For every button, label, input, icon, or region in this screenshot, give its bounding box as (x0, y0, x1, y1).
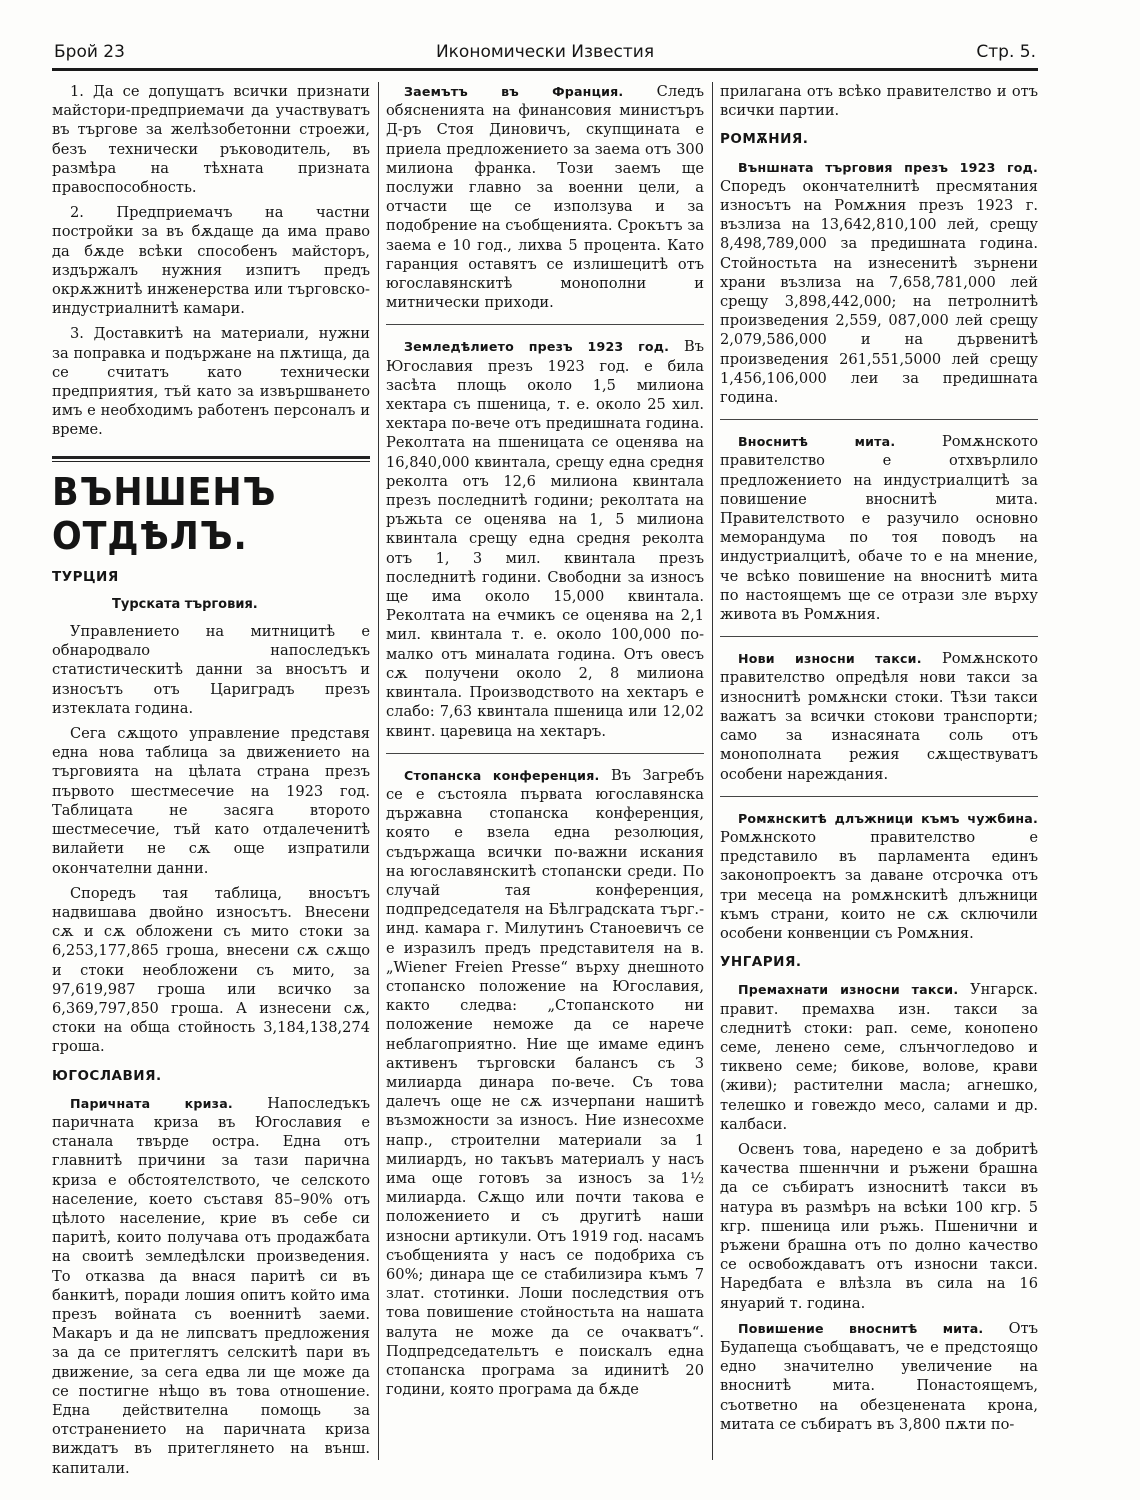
article-paragraph (720, 649, 1038, 783)
article-lead: Стопанска конференция. (404, 767, 600, 783)
country-heading-hungary: УНГАРИЯ. (720, 954, 802, 971)
article-lead: Нови износни такси. (738, 651, 922, 667)
newspaper-page (52, 40, 1039, 1477)
issue-number: Брой 23 (54, 42, 125, 62)
article-lead: Земледѣлието презъ 1923 год. (404, 339, 670, 355)
article-divider (720, 796, 1038, 797)
article-paragraph (720, 432, 1038, 624)
article-text: Ромѫнското правителство е отхвърлило предложението на индустриалцитѣ за повишение вноснитѣ мита. Правителството е разучило основно меморандума по тоя поводъ на индустриалцитѣ, обаче то е на мнение, че всѣко повишение на вноснитѣ мита по настоящемъ ще се отрази зле върху живота въ Ромѫния. (720, 433, 1038, 624)
article-lead: Заемътъ въ Франция. (404, 84, 624, 99)
column-divider (712, 82, 713, 1460)
article-subhead: Турската търговия. (112, 596, 258, 612)
article-divider (386, 324, 704, 325)
article-lead: Външната търговия презъ 1923 год. (738, 159, 1038, 175)
section-title: ВЪНШЕНЪ ОТДѢЛЪ. (52, 469, 277, 558)
article-text: Ромѫнското правителство опредѣля нови такси за износнитѣ ромѫнски стоки. Тѣзи такси важатъ за всички стокови транспорти; само за изнасяната соль отъ монополната режия сѫществуватъ особени нареждания. (720, 650, 1038, 783)
article-paragraph: Сега сѫщото управление представя една нова таблица за движението на търговията на цѣлата страна презъ първото шестмесечие на 1923 год. Таблицата не засяга второто шестмесечие, тъй като отдалеченитѣ вилайети не сѫ още изпратили окончателни данни. (52, 725, 370, 877)
article-divider (720, 419, 1038, 420)
article-paragraph: Управлението на митницитѣ е обнародвало напоследъкъ статистическитѣ данни за вносътъ и износътъ отъ Цариградъ презъ изтеклата година. (52, 623, 370, 717)
columns (52, 82, 1039, 1477)
article-text: Въ Загребъ се е състояла първата югославянска държавна стопанска конференция, която е взела една резолюция, съдържаща всички по-важни искания на югославянскитѣ стопански среди. По случай тая конференция, подпредседателя на Бѣлградската търг.-инд. камара г. Милутинъ Станоевичъ се е изразилъ предъ представителя на в. „Wiener Freien Presse“ върху днешното стопанско положение на Югославия, както следва: „Стопанското ни положение неможе да се нарече неблагоприятно. Ние ще имаме единъ активенъ търговски балансъ съ 3 милиарда динара по-вече. Съ това далечъ още не сѫ изчерпани нашитѣ възможности за износъ. Ние изнесохме напр., строителни материали за 1 милиардъ, но такъвъ материалъ у насъ има още готовъ за износъ за 1½ милиарда. Сѫщо или почти такова е положението и съ другитѣ наши износни артикули. Отъ 1919 год. насамъ съобщенията у насъ се подобриха съ 60%; динара ще се стабилизира къмъ 7 злат. стотинки. Лоши последствия отъ това повишение стойностьта на нашата валута не може да се очакватъ“. Подпредседательтъ е поискалъ една стопанска програма за идинитѣ 20 години, която програма да бѫде (386, 766, 705, 1399)
column-divider (378, 82, 379, 1460)
country-heading-turkey: ТУРЦИЯ (52, 568, 119, 585)
article-paragraph (720, 1319, 1038, 1434)
column-2 (386, 82, 704, 1460)
publication-title: Икономически Известия (435, 42, 655, 62)
article-text: Унгарск. правит. премахва изн. такси за следнитѣ стоки: рап. семе, конопено семе, ленено семе, слънчогледово и тиквено семе; бикове, волове, крави (живи); растителни масла; агнешко, телешко и говеждо месо, салами и др. калбаси. (720, 981, 1039, 1133)
article-paragraph (386, 82, 704, 312)
country-heading-romania: РОМѪНИЯ. (720, 131, 809, 148)
article-text: Освенъ това, наредено е за добритѣ качества пшеннчни и ръжени брашна да се събиратъ износнитѣ такси въ натура въ размѣръ на всѣки 100 кгр. 5 кгр. пшеница или ръжь. Пшенични и ръжени брашна отъ по долно качество се освобождаватъ отъ износни такси. Наредбата е влѣзла въ сила на 16 януарий т. година. (720, 1140, 1038, 1312)
country-heading-yugoslavia: ЮГОСЛАВИЯ. (52, 1067, 162, 1084)
article-paragraph: Споредъ тая таблица, вносътъ надвишава двойно износътъ. Внесени сѫ и сѫ обложени съ мито стоки за 6,253,177,865 гроша, внесени сѫ сѫщо и стоки необложени съ мито, за 97,619,987 гроша или всичко за 6,369,797,850 гроша. А изнесени сѫ, стоки на обща стойность 3,184,138,274 гроша. (52, 884, 370, 1056)
intro-item: 3. Доставкитѣ на материали, нужни за поправка и подържане на пѫтища, да се считатъ като технически предприятия, тъй като за извършването имъ е необходимъ работенъ персоналъ и време. (52, 325, 370, 439)
article-lead: Вноснитѣ мита. (738, 434, 896, 450)
intro-item: 2. Предприемачъ на частни постройки за въ бѫдаще да има право да бѫде всѣки способенъ майсторъ, издържалъ нужния изпитъ предъ окрѫжнитѣ инженерства или търговско-индустриалнитѣ камари. (52, 204, 370, 318)
article-text: Споредъ окончателнитѣ пресмятания износътъ на Ромѫния презъ 1923 г. възлиза на 13,642,810,100 лей, срещу 8,498,789,000 за предишната година. Стойностьта на изнесенитѣ зърнени храни възлиза на 7,658,781,000 лей срещу 3,898,442,000; на петролнитѣ произведения 2,559, 087,000 лей срещу 2,079,586,000 и на дървенитѣ произведения 261,551,5000 лей срещу 1,456,106,000 леи за предишната година. (720, 177, 1038, 407)
article-lead: Повишение вноснитѣ мита. (738, 1320, 984, 1336)
intro-item: 1. Да се допущатъ всички признати майстори-предприемачи да участвуватъ въ търгове за желѣзобетонни строежи, безъ технически ръководитель, въ размѣра на тѣхната призната правоспособность. (52, 83, 370, 197)
article-paragraph (52, 1094, 370, 1478)
article-divider (720, 636, 1038, 637)
column-3 (720, 82, 1038, 1460)
article-paragraph (720, 158, 1038, 408)
article-lead: Ромѫнскитѣ длъжници къмъ чужбина. (738, 810, 1038, 826)
article-divider (386, 753, 704, 754)
page-number: Стр. 5. (976, 42, 1036, 62)
article-paragraph (386, 766, 704, 1400)
article-text: Следъ обясненията на финансовия министъръ Д-ръ Стоя Диновичъ, скупщината е приела предложението за заема отъ 300 милиона франка. Този заемъ ще послужи главно за военни цели, а отчасти ще се използува и за подобрение на съобщенията. Срокътъ за заема е 10 год., лихва 5 процента. Като гаранция оставятъ се излишецитѣ отъ югославянскитѣ монополни и митнически приходи. (386, 83, 705, 312)
article-lead: Паричната криза. (70, 1095, 233, 1111)
column-1 (52, 82, 370, 1477)
article-lead: Премахнати износни такси. (738, 982, 959, 998)
article-text: Ромѫнското правителство е представило въ парламента единъ законопроектъ за даване отсрочка отъ три месеца на ромѫнскитѣ длъжници къмъ страни, които не сѫ сключили особени конвенции съ Ромѫния. (720, 828, 1038, 942)
article-paragraph (720, 1140, 1038, 1313)
article-text: Отъ Будапеща съобщаватъ, че е предстоящо едно значително увеличение на вноснитѣ мита. Понастоящемъ, съответно на обезценената крона, митата се събиратъ въ 3,800 пѫти по- (720, 1319, 1038, 1433)
article-paragraph (386, 337, 704, 740)
article-paragraph (720, 980, 1038, 1134)
article-text: Въ Югославия презъ 1923 год. е била засѣта площь около 1,5 милиона хектара съ пшеница, т. е. около 25 хил. хектара по-вече отъ предишната година. Реколтата на пшеницата се оценява на 16,840,000 квинтала, срещу една средня реколта отъ 12,6 милиона квинтала презъ последнитѣ години; реколтата на ръжьта се оценява на 1, 5 милиона квинтала срещу една средня реколта отъ 1, 3 мил. квинтала презъ последнитѣ години. Свободни за износъ ще има около 15,000 квинтала. Реколтата на ечмикъ се оценява на 2,1 мил. квинтала т. е. около 100,000 по-малко отъ миналата година. Отъ овесъ сѫ получени около 2, 8 милиона квинтала. Производството на хектаръ е слабо: 7,63 квинтала пшеница или 12,02 квинт. царевица на хектаръ. (386, 338, 705, 740)
article-text: Напоследъкъ паричната криза въ Югославия е станала твърде остра. Една отъ главнитѣ причини за тази парична криза е обстоятелството, че селското население, което съставя 85–90% отъ цѣлото население, крие въ себе си паритѣ, които получава отъ продажбата на своитѣ земледѣлски произведения. То отказва да внася паритѣ си въ банкитѣ, поради лошия опитъ който има презъ войната съ военнитѣ заеми. Макаръ и да не липсватъ предложения за да се притеглятъ селскитѣ пари въ движение, за сега едва ли ще може да се постигне нѣщо въ това отношение. Една действителна помощь за отстранението на паричната криза виждатъ въ притеглянето на външ. капитали. (52, 1094, 370, 1477)
article-paragraph (720, 809, 1038, 943)
section-divider (52, 456, 370, 462)
continued-text: прилагана отъ всѣко правителство и отъ всички партии. (720, 83, 1038, 120)
page-header (52, 40, 1038, 71)
